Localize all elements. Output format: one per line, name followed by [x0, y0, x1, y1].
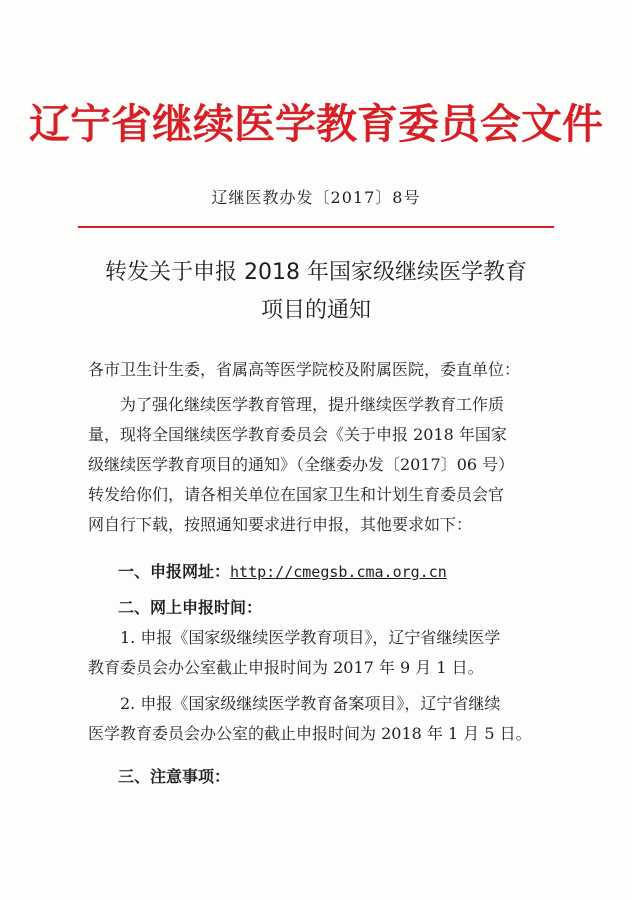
paragraph-line: 网自行下载，按照通知要求进行申报，其他要求如下： — [88, 515, 473, 534]
item-line: 教育委员会办公室截止申报时间为 2017 年 9 月 1 日。 — [88, 658, 484, 677]
deadline-item-2 — [88, 689, 558, 749]
section-heading-label: 一、申报网址： — [118, 562, 231, 581]
notice-title-line-1: 转发关于申报 2018 年国家级继续医学教育 — [105, 260, 527, 285]
paragraph-line: 量，现将全国继续医学教育委员会《关于申报 2018 年国家 — [88, 425, 507, 444]
submission-website-link[interactable]: http://cmegsb.cma.org.cn — [230, 563, 447, 581]
item-line: 医学教育委员会办公室的截止申报时间为 2018 年 1 月 5 日。 — [88, 724, 532, 743]
addressee-line: 各市卫生计生委，省属高等医学院校及附属医院，委直单位： — [88, 360, 521, 379]
section-heading-deadline: 二、网上申报时间： — [118, 598, 263, 617]
item-line: 2. 申报《国家级继续医学教育备案项目》，辽宁省继续 — [120, 694, 501, 713]
notice-title — [40, 254, 592, 330]
paragraph-line: 转发给你们，请各相关单位在国家卫生和计划生育委员会官 — [88, 485, 505, 504]
intro-paragraph — [88, 390, 558, 540]
header-divider — [78, 226, 554, 228]
section-heading-notes: 三、注意事项： — [118, 767, 231, 786]
notice-title-line-2: 项目的通知 — [260, 298, 371, 323]
deadline-item-1 — [88, 623, 558, 683]
paragraph-line: 级继续医学教育项目的通知》（全继委办发〔2017〕06 号） — [88, 455, 515, 474]
item-line: 1. 申报《国家级继续医学教育项目》，辽宁省继续医学 — [120, 628, 501, 647]
issuer-header-title: 辽宁省继续医学教育委员会文件 — [29, 100, 603, 148]
paragraph-line: 为了强化继续医学教育管理，提升继续医学教育工作质 — [120, 395, 505, 414]
document-number: 辽继医教办发〔2017〕8号 — [211, 188, 421, 207]
section-heading-website — [118, 557, 447, 587]
